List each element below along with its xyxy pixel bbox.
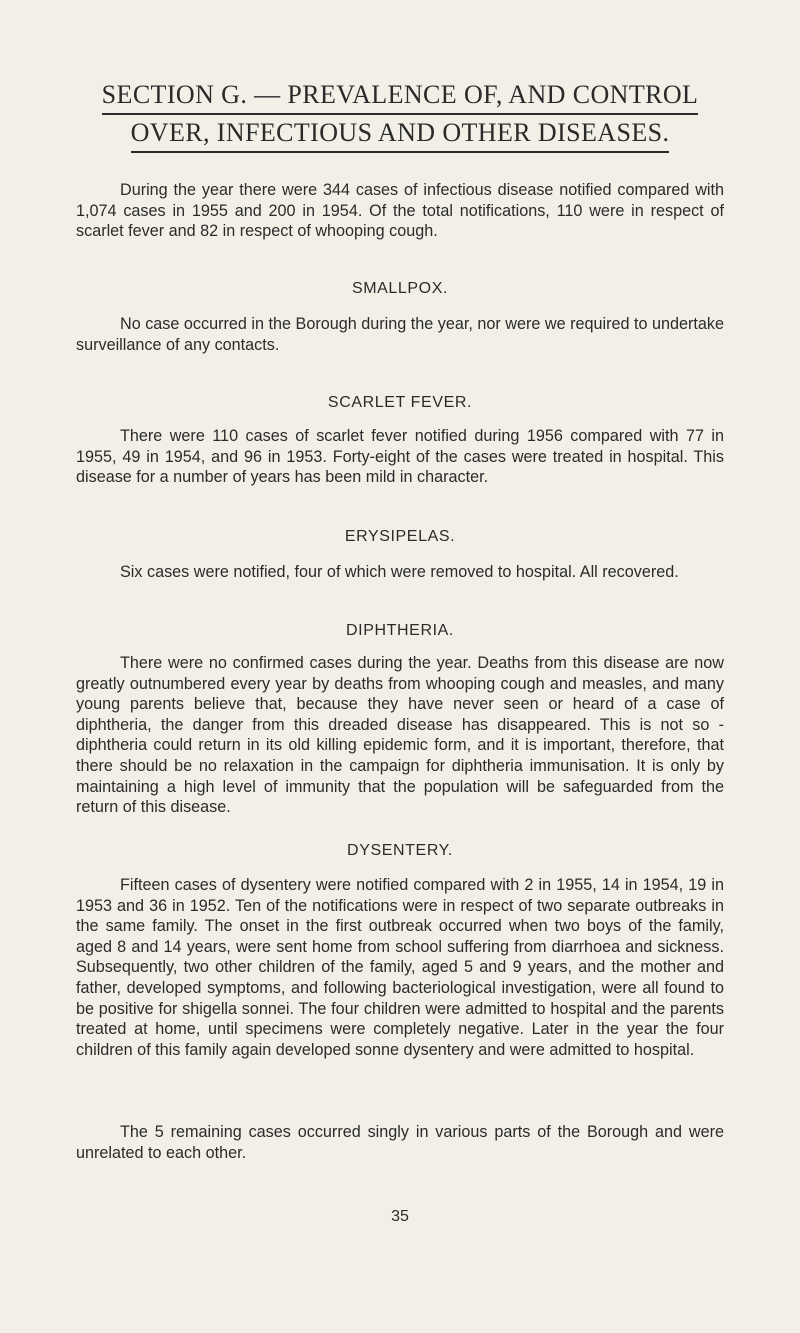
smallpox-paragraph: No case occurred in the Borough during the year, nor were we required to undertake surveillance of any contacts. (76, 315, 724, 354)
diphtheria-paragraph: There were no confirmed cases during the year. Deaths from this disease are now greatly outnumbered every year by deaths from whooping cough and measles, and many young parents believe that, because they have never seen or heard of a case of diphtheria, the danger from this dreaded disease has disappeared. This is not so - diphtheria could return in its old killing epidemic form, and it is important, therefore, that there should be no relaxation in the campaign for diphtheria immunisation. It is only by maintaining a high level of immunity that the population will be safeguarded from the return of this disease. (76, 654, 724, 817)
scarlet-fever-paragraph: There were 110 cases of scarlet fever notified during 1956 compared with 77 in 1955, 49 in 1954, and 96 in 1953. Forty-eight of the cases were treated in hospital. This disease for a number of years has been mild in character. (76, 427, 724, 487)
scarlet-fever-title: SCARLET FEVER. (327, 394, 473, 411)
smallpox-title: SMALLPOX. (351, 280, 449, 297)
intro-paragraph: During the year there were 344 cases of infectious disease notified compared with 1,074 cases in 1955 and 200 in 1954. Of the total notifications, 110 were in respect of scarlet fever and 82 in respect of whooping cough. (76, 181, 724, 241)
erysipelas-paragraph: Six cases were notified, four of which were removed to hospital. All recovered. (120, 563, 679, 581)
section-heading-text-2: OVER, INFECTIOUS AND OTHER DISEASES. (131, 118, 670, 153)
section-heading-line-2 (40, 118, 760, 153)
section-heading-line-1 (40, 80, 760, 115)
diphtheria-title: DIPHTHERIA. (346, 622, 454, 639)
dysentery-paragraph-2: The 5 remaining cases occurred singly in various parts of the Borough and were unrelated to each other. (76, 1123, 724, 1162)
dysentery-paragraph-1: Fifteen cases of dysentery were notified compared with 2 in 1955, 14 in 1954, 19 in 1953 and 36 in 1952. Ten of the notifications were in respect of two separate outbreaks in the same family. The onset in the first outbreak occurred when two boys of the family, aged 8 and 14 years, were sent home from school suffering from diarrhoea and sickness. Subsequently, two other children of the family, aged 5 and 9 years, and the mother and father, developed symptoms, and following bacteriological investigation, were all found to be positive for shigella sonnei. The four children were admitted to hospital and the parents treated at home, until specimens were completely negative. Later in the year the four children of this family again developed sonne dysentery and were admitted to hospital. (76, 876, 724, 1059)
page-number: 35 (391, 1208, 409, 1225)
dysentery-title: DYSENTERY. (347, 842, 453, 859)
section-heading-text-1: SECTION G. — PREVALENCE OF, AND CONTROL (102, 80, 699, 115)
erysipelas-title: ERYSIPELAS. (344, 528, 456, 545)
